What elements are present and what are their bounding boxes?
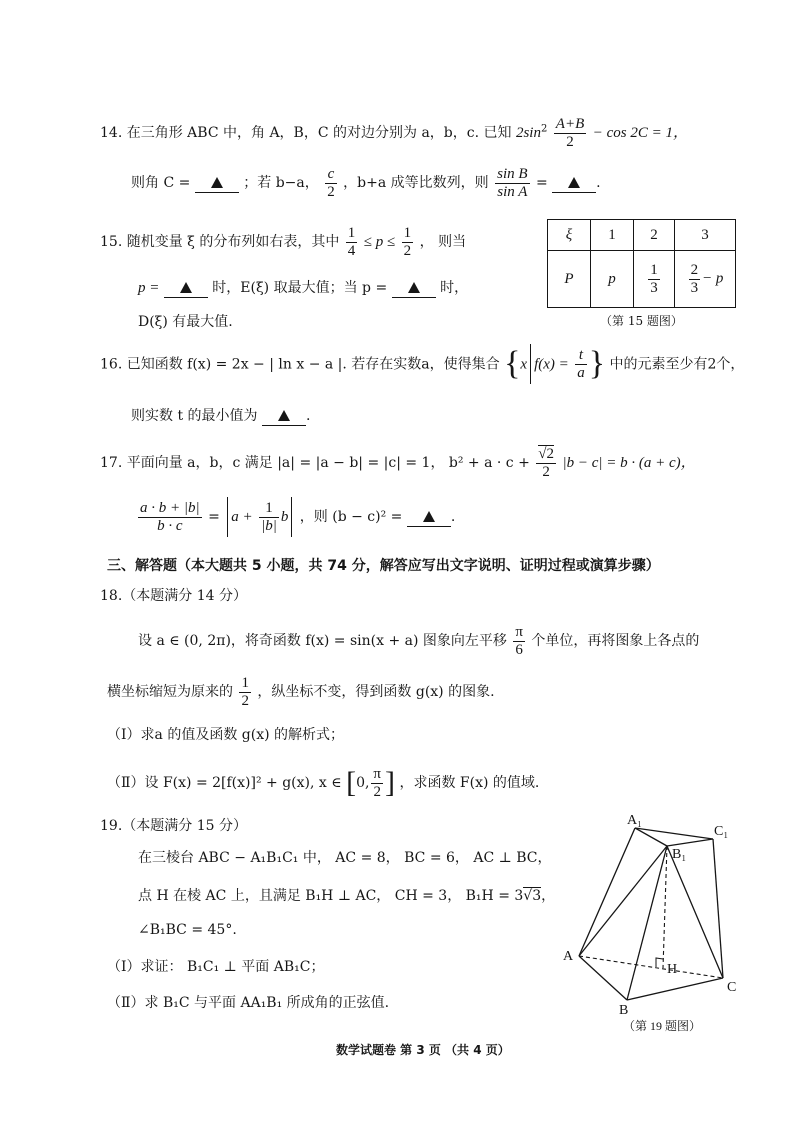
question-text: 时，E(ξ) 取最大值；当 p =: [212, 280, 388, 296]
triangle-icon: [568, 177, 580, 188]
norm-bar: [227, 497, 228, 537]
table-header-cell: 3: [675, 220, 736, 251]
table-cell: $\frac{1}{3}$: [634, 251, 675, 308]
question-text: （Ⅱ）设 F(x) = 2[f(x)]² + g(x), x ∈: [107, 775, 342, 791]
fraction: $\frac{1}{4}$: [347, 225, 356, 259]
question-text: 点 H 在棱 AC 上，且满足 B₁H ⊥ AC， CH = 3， B₁H = 3: [138, 888, 524, 904]
fraction: $\frac{a \cdot b + |b|}{b \cdot c}$: [140, 500, 200, 534]
question-text: 设 a ∈ (0, 2π)，将奇函数 f(x) = sin(x + a) 图象向左平移: [138, 633, 507, 649]
question-text: 平面向量 a，b，c 满足 |a| = |a − b| = |c| = 1， b² + a · c +: [126, 455, 530, 471]
fraction: $\frac{\pi}{2}$: [373, 766, 381, 800]
question-16-line-2: [131, 408, 310, 426]
question-19-header: 19.（本题满分 15 分）: [100, 818, 247, 834]
exponent: 2: [540, 123, 548, 135]
question-text: 随机变量 ξ 的分布列如右表，其中: [126, 234, 340, 250]
table-header-cell: ξ: [548, 220, 591, 251]
fraction: $\frac{√2}{2}$: [538, 446, 555, 480]
fraction: $\frac{A+B}{2}$: [555, 116, 585, 150]
question-text: ，b+a 成等比数列，则: [343, 175, 489, 191]
question-18-part-1: （Ⅰ）求a 的值及函数 g(x) 的解析式；: [107, 727, 345, 743]
question-text: 在三角形 ABC 中，角 A，B，C 的对边分别为 a，b，c. 已知: [126, 125, 512, 141]
expression: b: [280, 509, 289, 525]
question-19-line-1: 在三棱台 ABC − A₁B₁C₁ 中， AC = 8， BC = 6， AC ⊥ BC，: [138, 850, 552, 866]
table-header-cell: 1: [591, 220, 634, 251]
answer-blank[interactable]: [195, 175, 239, 193]
equals-sign: =: [535, 175, 548, 191]
question-18-header: 18.（本题满分 14 分）: [100, 588, 247, 604]
question-text: 则角 C =: [131, 175, 191, 191]
question-number: 16.: [100, 356, 123, 373]
question-number: 17.: [100, 455, 123, 471]
question-text: ，则 (b − c)² =: [299, 509, 403, 525]
question-text: ，: [541, 888, 556, 904]
inequality: ≤ p ≤: [363, 234, 396, 250]
question-text: 个单位，再将图象上各点的: [531, 633, 700, 649]
question-text: ，求函数 F(x) 的值域.: [399, 775, 540, 791]
fraction: $\frac{c}{2}$: [327, 166, 335, 200]
answer-blank[interactable]: [262, 408, 306, 426]
fraction: $\frac{1}{2}$: [403, 225, 412, 259]
period: .: [305, 408, 311, 424]
triangle-icon: [423, 511, 435, 522]
question-16-line-1: [100, 344, 744, 385]
fraction: $\frac{t}{a}$: [577, 347, 585, 381]
figure-label-B1: B₁: [672, 847, 687, 862]
set-condition: f(x) =: [534, 356, 569, 373]
question-18-line-2: [107, 675, 495, 709]
figure-label-A1: A₁: [627, 813, 642, 828]
question-19-part-1: （Ⅰ）求证： B₁C₁ ⊥ 平面 AB₁C；: [107, 959, 325, 975]
question-15-line-2: [138, 279, 468, 298]
question-text: p =: [138, 280, 160, 296]
equals-sign: =: [208, 509, 220, 525]
figure-label-A: A: [563, 949, 574, 964]
figure-label-B: B: [619, 1003, 629, 1018]
fraction: $\frac{\pi}{6}$: [515, 624, 523, 658]
question-19-part-2: （Ⅱ）求 B₁C 与平面 AA₁B₁ 所成角的正弦值.: [107, 995, 390, 1011]
expression: a +: [231, 509, 253, 525]
table-cell: $\frac{2}{3}$ − p: [675, 251, 736, 308]
right-brace: }: [588, 345, 606, 382]
condition-lead: 2sin: [515, 125, 541, 141]
question-text: 则实数 t 的最小值为: [131, 408, 258, 424]
table-cell: p: [591, 251, 634, 308]
table-cell: P: [548, 251, 591, 308]
figure-label-C1: C₁: [714, 824, 729, 839]
triangle-icon: [180, 282, 192, 293]
question-15-line-1: [100, 225, 466, 259]
question-text: |b − c| = b · (a + c)，: [562, 455, 696, 471]
question-19-line-3: ∠B₁BC = 45°.: [138, 922, 237, 938]
norm-bar: [291, 497, 292, 537]
question-text: 时，: [440, 280, 469, 296]
question-number: 15.: [100, 234, 123, 250]
figure-caption: （第 19 题图）: [623, 1019, 702, 1033]
question-number: 14.: [100, 125, 123, 141]
answer-blank[interactable]: [407, 509, 451, 527]
section-title: 三、解答题（本大题共 5 小题，共 74 分，解答应写出文字说明、证明过程或演算步骤）: [107, 558, 660, 574]
table-caption: （第 15 题图）: [600, 314, 683, 328]
question-19-line-2: [138, 888, 555, 905]
frustum-figure: [555, 808, 755, 1038]
fraction: $\frac{1}{|b|}$: [261, 500, 277, 534]
question-text: 已知函数 f(x) = 2x − | ln x − a |. 若存在实数a，使得集合: [126, 356, 500, 373]
right-bracket: ]: [385, 766, 395, 799]
fraction: $\frac{\text{sin B}}{\text{sin A}}$: [497, 166, 528, 200]
figure-label-H: H: [667, 962, 678, 977]
left-brace: {: [504, 345, 521, 382]
table-header-cell: 2: [634, 220, 675, 251]
question-17-line-1: [100, 446, 696, 480]
left-bracket: [: [346, 766, 357, 799]
question-text: 横坐标缩短为原来的: [107, 684, 233, 700]
page-footer: 数学试题卷 第 3 页 （共 4 页）: [336, 1043, 510, 1057]
question-text: ；若 b−a，: [243, 175, 319, 191]
answer-blank[interactable]: [392, 280, 436, 298]
triangle-icon: [408, 282, 420, 293]
question-15-line-3: [138, 314, 233, 331]
question-14-line-2: [131, 166, 601, 200]
period: .: [596, 175, 601, 191]
set-separator: [530, 344, 531, 384]
answer-blank[interactable]: [164, 280, 208, 298]
question-17-line-2: [136, 497, 455, 537]
triangle-icon: [278, 410, 290, 421]
question-text: D(ξ) 有最大值.: [138, 314, 233, 330]
condition-tail: − cos 2C = 1，: [592, 125, 688, 141]
set-variable: x: [520, 356, 528, 373]
period: .: [450, 509, 456, 525]
question-18-part-2: [107, 765, 539, 801]
interval-left: 0,: [356, 775, 370, 791]
fraction: $\frac{1}{2}$: [241, 675, 249, 709]
question-text: 中的元素至少有2个，: [609, 356, 745, 373]
answer-blank[interactable]: [552, 175, 596, 193]
question-14-line-1: [100, 116, 688, 150]
question-text: ， 则当: [419, 234, 467, 250]
distribution-table: [547, 219, 736, 308]
triangle-icon: [211, 177, 223, 188]
question-text: ，纵坐标不变，得到函数 g(x) 的图象.: [257, 684, 495, 700]
figure-label-C: C: [727, 980, 737, 995]
sqrt-expression: √3: [523, 888, 542, 904]
question-18-line-1: [138, 624, 699, 658]
